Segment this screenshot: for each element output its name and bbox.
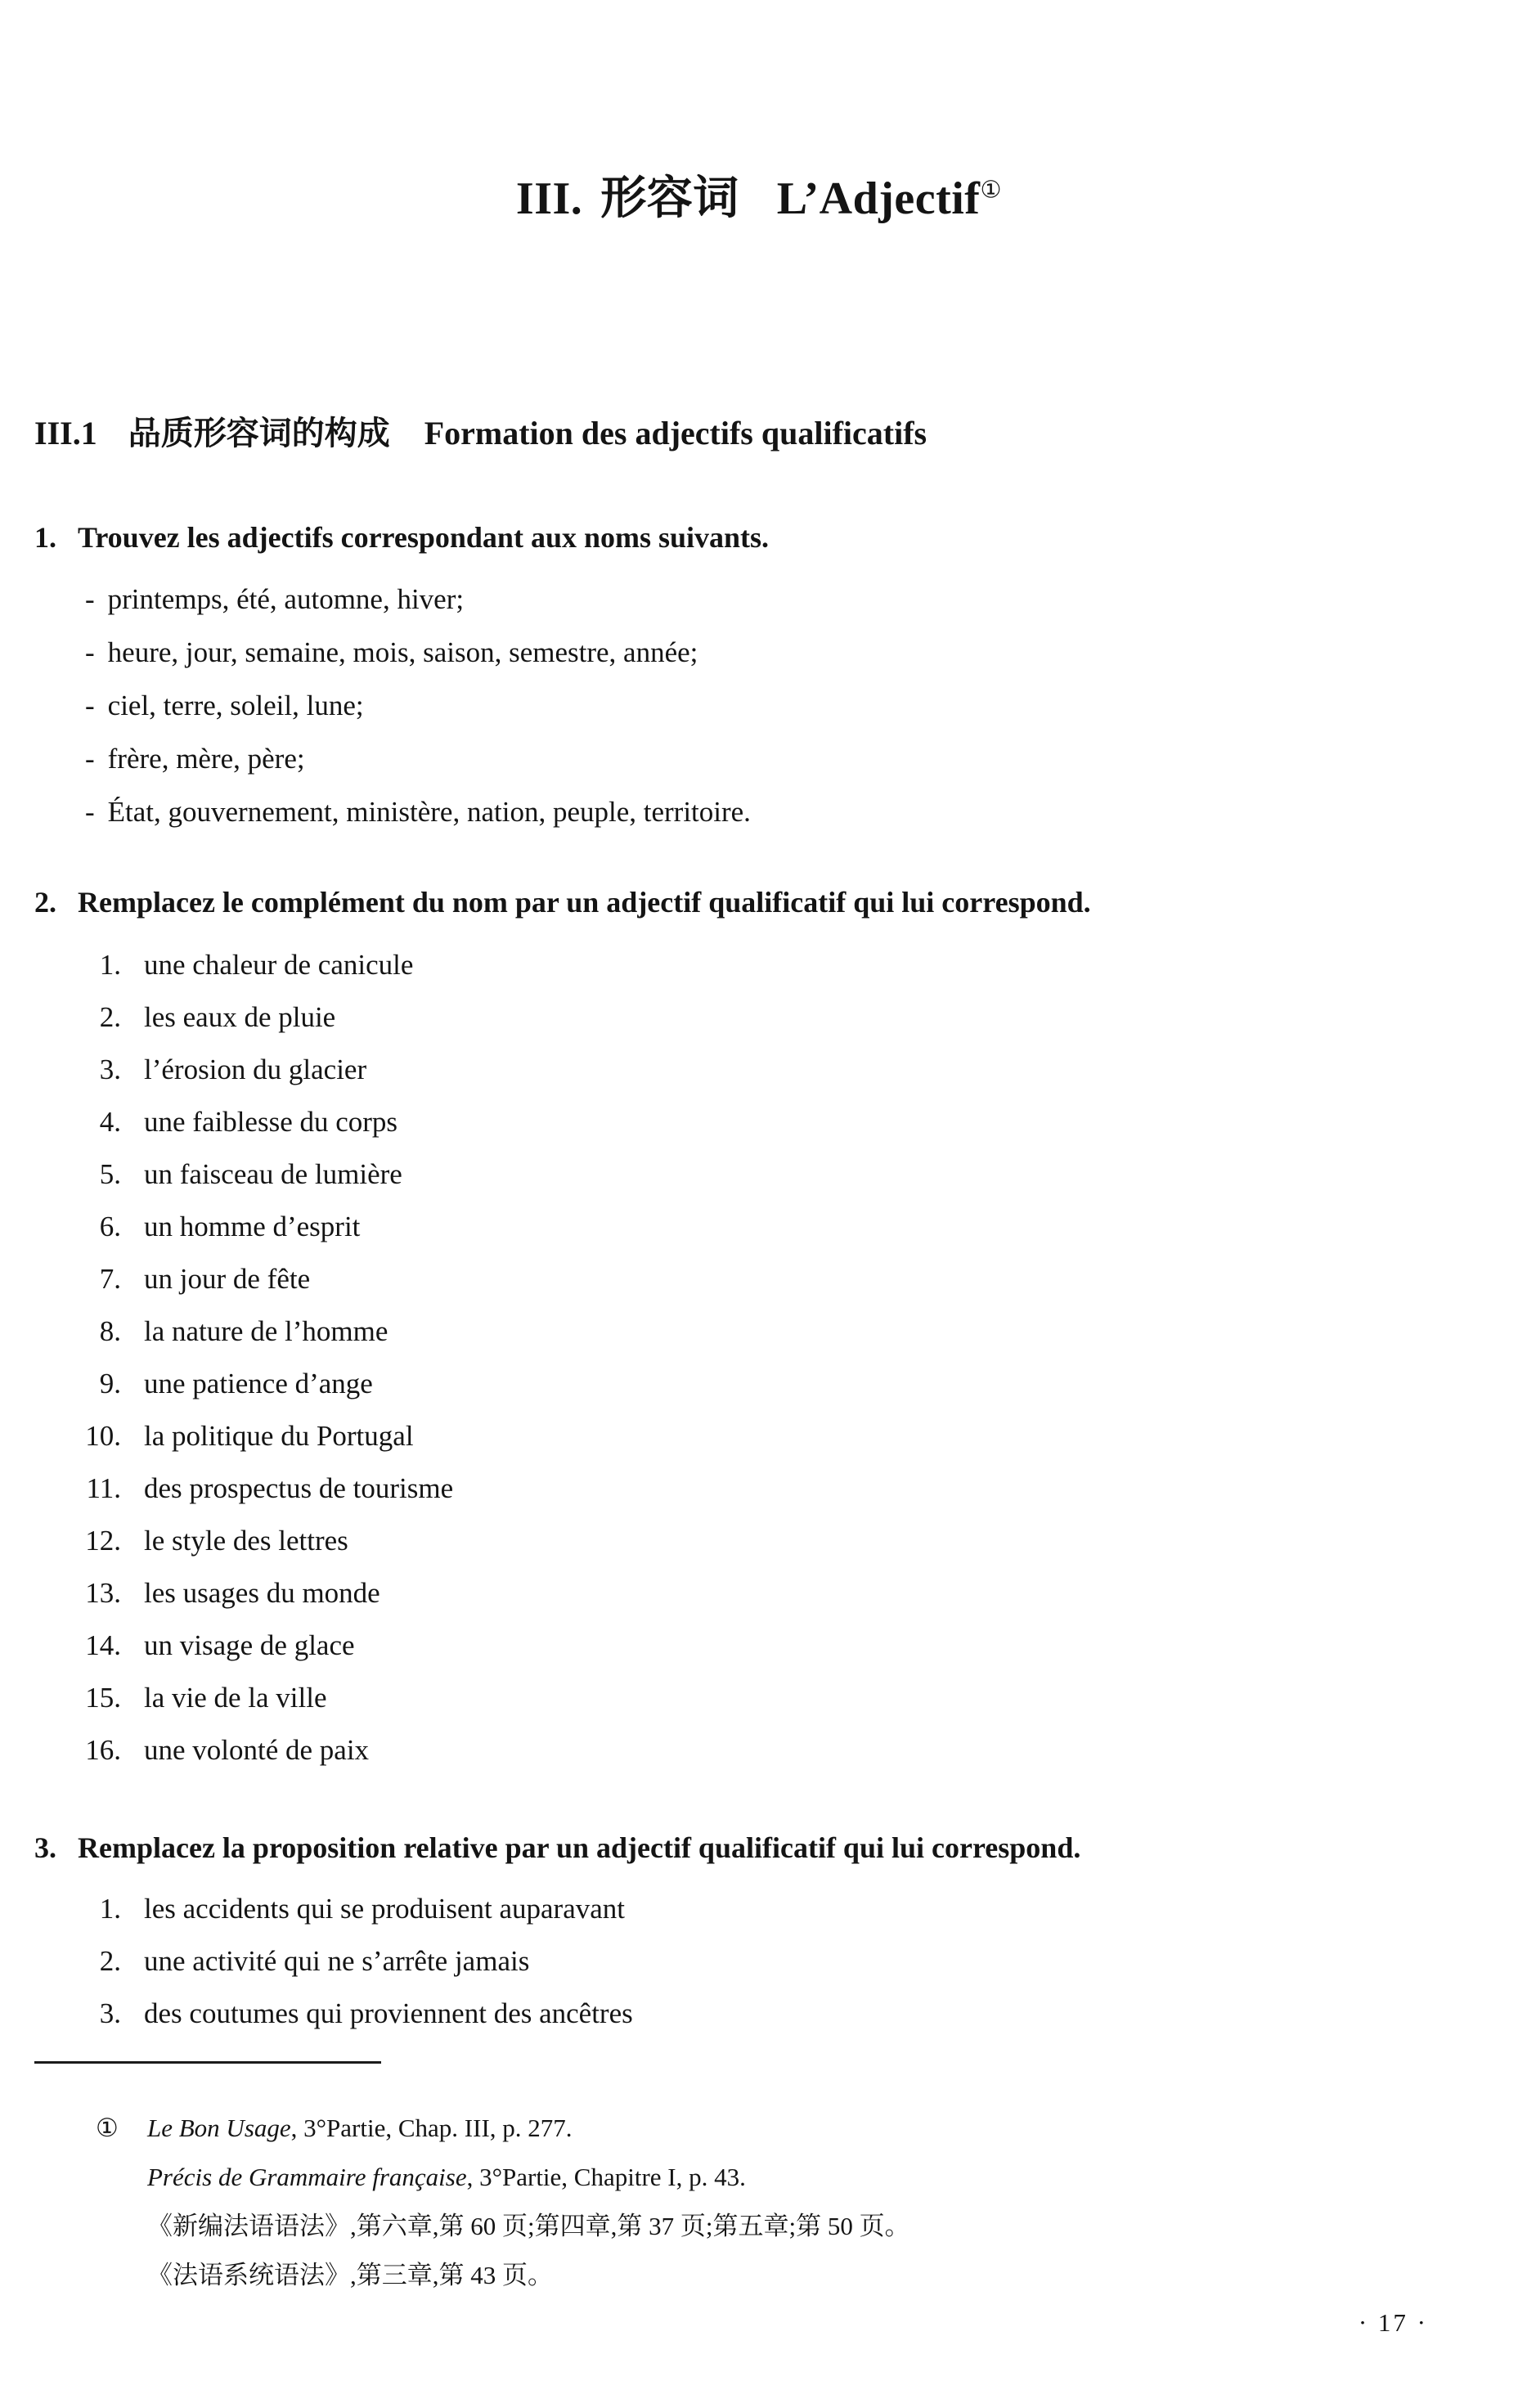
list-item — [57, 1672, 453, 1724]
section-number: III.1 — [34, 415, 97, 452]
list-item — [57, 1410, 453, 1462]
item-text: frère, mère, père; — [107, 743, 305, 775]
section-heading — [34, 407, 927, 454]
item-text: printemps, été, automne, hiver; — [107, 583, 465, 615]
item-text: des coutumes qui proviennent des ancêtres — [144, 1997, 633, 2029]
list-item — [85, 573, 751, 626]
list-item — [57, 1883, 633, 1935]
list-item — [57, 1201, 453, 1253]
chapter-title-footnote-mark: ① — [980, 177, 1003, 204]
dash-bullet: - — [85, 690, 95, 721]
list-item — [57, 1253, 453, 1305]
exercise3-number: 3. — [34, 1831, 56, 1864]
item-number: 14. — [85, 1629, 121, 1661]
footnote-reference: , 3°Partie, Chapitre I, p. 43. — [466, 2163, 746, 2191]
exercise2-number: 2. — [34, 886, 56, 919]
list-item — [85, 679, 751, 732]
footnote-reference: , 3°Partie, Chap. III, p. 277. — [290, 2114, 573, 2142]
item-number: 3. — [99, 1997, 121, 2029]
exercise1-instruction: Trouvez les adjectifs correspondant aux noms suivants. — [78, 521, 770, 554]
chapter-title-roman: III. — [515, 173, 583, 224]
item-text: une faiblesse du corps — [144, 1106, 398, 1138]
item-number: 3. — [99, 1054, 121, 1085]
list-item — [57, 939, 453, 991]
exercise3-list — [57, 1883, 633, 2040]
footnote-line — [147, 2153, 910, 2202]
list-item — [85, 626, 751, 679]
item-number: 13. — [85, 1577, 121, 1609]
item-number: 12. — [85, 1525, 121, 1557]
list-item — [57, 1620, 453, 1672]
list-item — [57, 1567, 453, 1620]
item-text: les accidents qui se produisent auparavant — [144, 1893, 625, 1925]
item-text: la vie de la ville — [144, 1682, 327, 1714]
item-text: État, gouvernement, ministère, nation, peuple, territoire. — [107, 796, 751, 828]
item-text: les usages du monde — [144, 1577, 380, 1609]
footnote-lines — [147, 2104, 910, 2300]
footnote-book-title: Le Bon Usage — [147, 2114, 291, 2142]
item-number: 2. — [99, 1945, 121, 1977]
list-item — [57, 991, 453, 1044]
item-text: les eaux de pluie — [144, 1001, 336, 1033]
item-number: 6. — [99, 1211, 121, 1242]
section-heading-chinese: 品质形容词的构成 — [128, 415, 390, 452]
item-number: 11. — [86, 1472, 121, 1504]
exercise2-list — [57, 939, 453, 1777]
chapter-title-chinese: 形容词 — [600, 173, 739, 224]
item-text: la politique du Portugal — [144, 1420, 414, 1452]
item-text: un jour de fête — [144, 1263, 311, 1295]
item-number: 10. — [85, 1420, 121, 1452]
item-text: des prospectus de tourisme — [144, 1472, 454, 1504]
footnote-divider — [34, 2061, 381, 2064]
item-text: ciel, terre, soleil, lune; — [107, 690, 364, 721]
item-number: 5. — [99, 1158, 121, 1190]
exercise2-heading — [34, 885, 1091, 919]
list-item — [57, 1935, 633, 1988]
exercise2-instruction: Remplacez le complément du nom par un adjectif qualificatif qui lui correspond. — [78, 886, 1091, 919]
dash-bullet: - — [85, 796, 95, 828]
item-number: 16. — [85, 1734, 121, 1766]
footnote-line — [147, 2104, 910, 2153]
exercise3-heading — [34, 1831, 1080, 1865]
list-item — [57, 1096, 453, 1148]
item-text: le style des lettres — [144, 1525, 348, 1557]
footnote-reference: 《新编法语语法》,第六章,第 60 页;第四章,第 37 页;第五章;第 50 页。 — [147, 2212, 910, 2240]
dash-bullet: - — [85, 743, 95, 775]
list-item — [57, 1305, 453, 1358]
list-item — [57, 1515, 453, 1567]
footnote-mark: ① — [96, 2114, 119, 2142]
section-heading-french: Formation des adjectifs qualificatifs — [424, 415, 927, 452]
footnote-book-title: Précis de Grammaire française — [147, 2163, 467, 2191]
item-number: 9. — [99, 1368, 121, 1399]
list-item — [57, 1044, 453, 1096]
list-item — [57, 1724, 453, 1777]
dash-bullet: - — [85, 583, 95, 615]
item-text: une chaleur de canicule — [144, 949, 414, 981]
list-item — [57, 1462, 453, 1515]
list-item — [85, 732, 751, 785]
list-item — [57, 1148, 453, 1201]
item-text: un homme d’esprit — [144, 1211, 361, 1242]
list-item — [57, 1988, 633, 2040]
footnote — [96, 2104, 910, 2300]
exercise1-number: 1. — [34, 521, 56, 554]
page-number: · 17 · — [1358, 2308, 1428, 2337]
item-number: 7. — [99, 1263, 121, 1295]
item-text: une patience d’ange — [144, 1368, 373, 1399]
list-item — [85, 785, 751, 838]
item-number: 1. — [99, 1893, 121, 1925]
item-text: un visage de glace — [144, 1629, 355, 1661]
item-text: la nature de l’homme — [144, 1315, 388, 1347]
footnote-line — [147, 2202, 910, 2251]
list-item — [57, 1358, 453, 1410]
exercise3-instruction: Remplacez la proposition relative par un adjectif qualificatif qui lui correspond. — [78, 1831, 1081, 1864]
item-text: un faisceau de lumière — [144, 1158, 402, 1190]
item-number: 2. — [99, 1001, 121, 1033]
footnote-reference: 《法语系统语法》,第三章,第 43 页。 — [147, 2261, 553, 2289]
chapter-title — [0, 162, 1518, 227]
item-text: une volonté de paix — [144, 1734, 370, 1766]
item-number: 4. — [99, 1106, 121, 1138]
item-number: 8. — [99, 1315, 121, 1347]
chapter-title-french: L’Adjectif — [776, 173, 981, 224]
item-text: une activité qui ne s’arrête jamais — [144, 1945, 530, 1977]
exercise1-heading — [34, 520, 769, 555]
footnote-line — [147, 2251, 910, 2300]
dash-bullet: - — [85, 636, 95, 668]
exercise1-list — [85, 573, 751, 838]
item-number: 15. — [85, 1682, 121, 1714]
item-text: l’érosion du glacier — [144, 1054, 367, 1085]
item-text: heure, jour, semaine, mois, saison, semestre, année; — [107, 636, 698, 668]
item-number: 1. — [99, 949, 121, 981]
